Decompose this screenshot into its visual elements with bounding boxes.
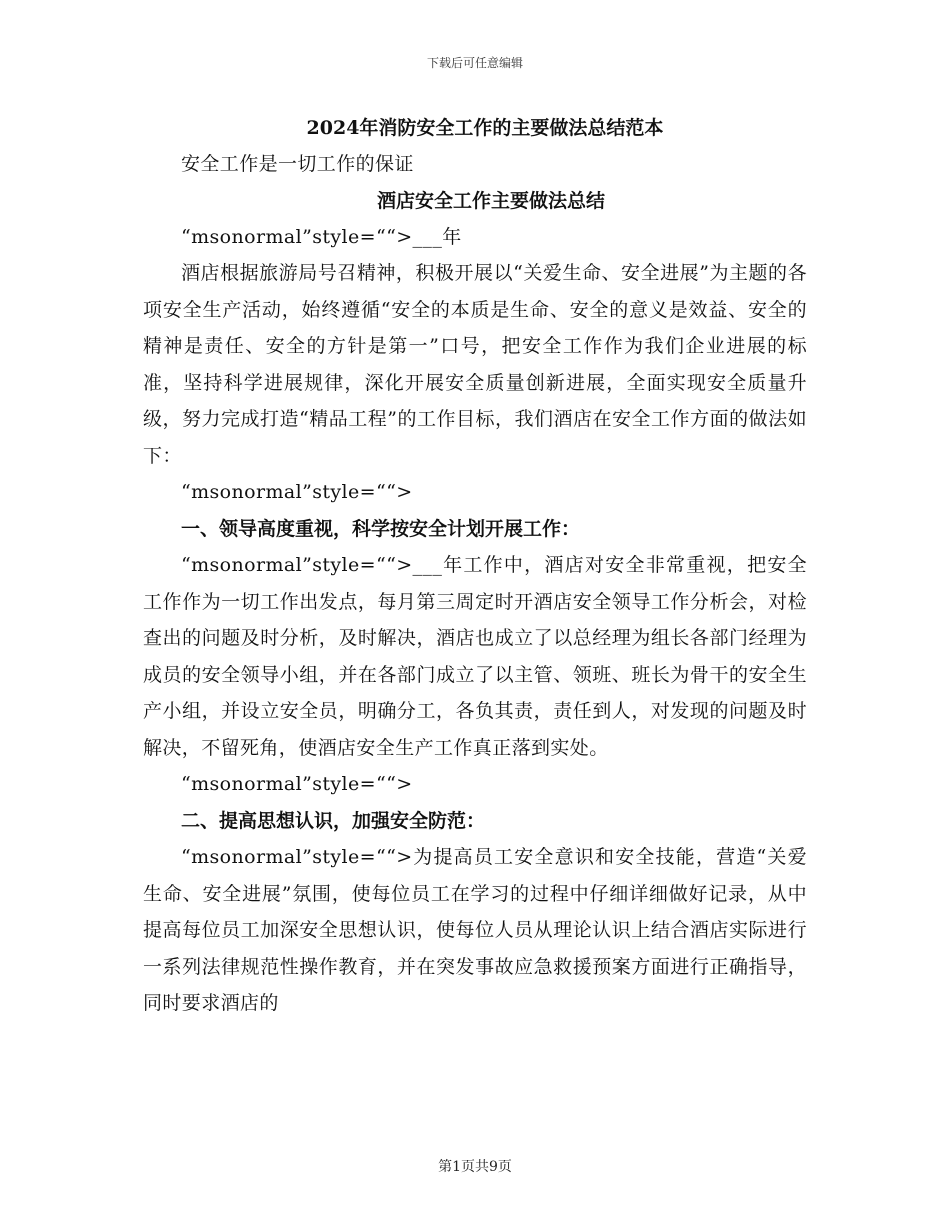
- paragraph: “msonormal”style=““>___年: [181, 225, 462, 248]
- paragraph: “msonormal”style=““>___年工作中，酒店对安全非常重视，把安全工作作为一切工作出发点，每月第三周定时开酒店安全领导工作分析会，对检查出的问题及时分析，及时解决，酒店也成立了以总经理为组长各部门经理为成员的安全领导小组，并在各部门成立了以主管、领班、班长为骨干的安全生产小组，并设立安全员，明确分工，各负其责，责任到人，对发现的问题及时解决，不留死角，使酒店安全生产工作真正落到实处。: [143, 554, 807, 759]
- intro-line: 安全工作是一切工作的保证: [181, 153, 414, 175]
- document-title: 2024年消防安全工作的主要做法总结范本: [306, 117, 664, 139]
- page-indicator: 第1页共9页: [438, 1159, 512, 1175]
- paragraph: “msonormal”style=““>: [181, 481, 413, 503]
- header-note: 下载后可任意编辑: [426, 56, 523, 70]
- paragraph: 酒店根据旅游局号召精神，积极开展以“关爱生命、安全进展”为主题的各项安全生产活动，始终遵循“安全的本质是生命、安全的意义是效益、安全的精神是责任、安全的方针是第一”口号，把安全工作作为我们企业进展的标准，坚持科学进展规律，深化开展安全质量创新进展，全面实现安全质量升级，努力完成打造“精品工程”的工作目标，我们酒店在安全工作方面的做法如下：: [143, 262, 807, 467]
- section-heading: 一、领导高度重视，科学按安全计划开展工作：: [181, 517, 581, 540]
- document-subtitle: 酒店安全工作主要做法总结: [376, 189, 605, 212]
- paragraph: “msonormal”style=““>为提高员工安全意识和安全技能，营造“关爱生命、安全进展”氛围，使每位员工在学习的过程中仔细详细做好记录，从中提高每位员工加深安全思想认识，使每位人员从理论认识上结合酒店实际进行一系列法律规范性操作教育，并在突发事故应急救援预案方面进行正确指导，同时要求酒店的: [143, 846, 807, 1014]
- document-body: [143, 110, 807, 1022]
- paragraph: “msonormal”style=““>: [181, 773, 413, 795]
- section-heading: 二、提高思想认识，加强安全防范：: [181, 809, 486, 832]
